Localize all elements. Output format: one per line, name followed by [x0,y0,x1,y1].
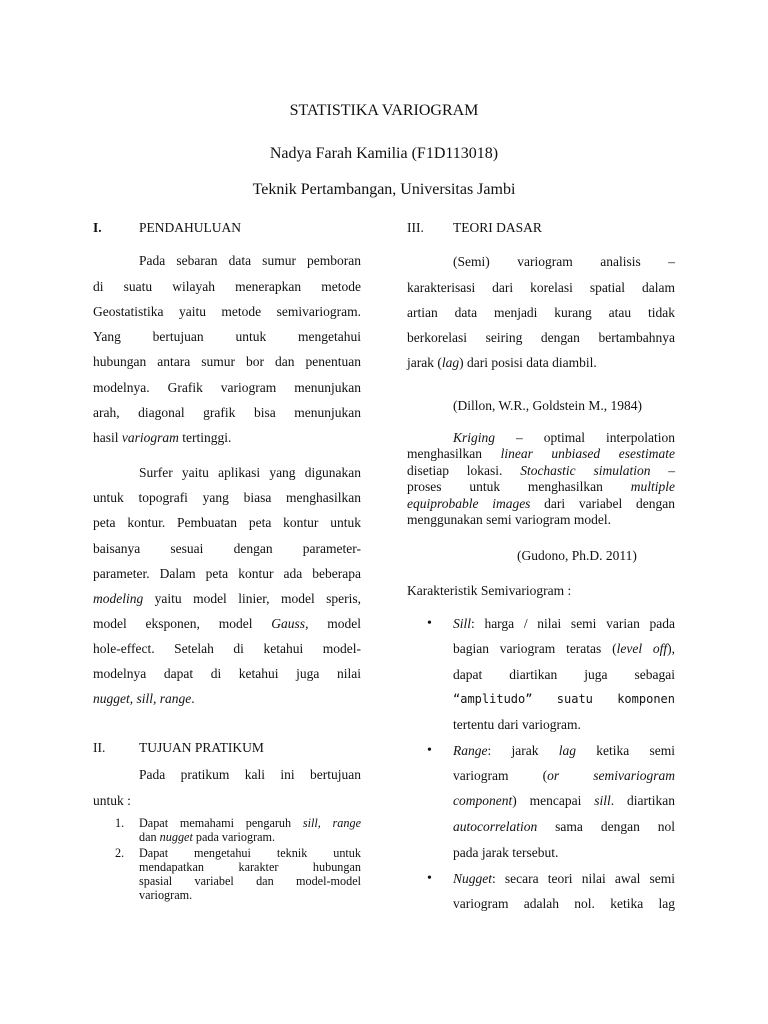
text-line: Surfer yaitu aplikasi yang digunakan [139,465,361,480]
text-line: arah, diagonal grafik bisa menunjukan [93,405,361,420]
italic-term: level off [616,641,668,656]
italic-term: Range [453,743,488,758]
text-line: Pada pratikum kali ini bertujuan [139,767,361,782]
section-1-title: PENDAHULUAN [139,220,241,235]
italic-term: sill [594,793,611,808]
text-span: : secara teori nilai awal semi [492,871,675,886]
text-span: ) dari posisi data diambil. [459,355,597,370]
text-line: menggunakan semi variogram model. [407,512,611,527]
text-line: untuk topografi yang biasa menghasilkan [93,490,361,505]
text-line [453,430,675,447]
text-span: . [191,691,195,706]
text-span: Dapat memahami pengaruh [139,816,303,830]
text-span: disetiap lokasi. [407,463,521,478]
bullet-icon: • [427,871,432,886]
text-line: berkorelasi seiring dengan bertambahnya [407,330,675,345]
text-span: proses untuk menghasilkan [407,479,631,494]
text-line [93,430,231,446]
text-span: : jarak [487,743,559,758]
text-line [407,496,675,513]
italic-term: nugget, sill, range [93,691,192,706]
text-line: variogram adalah nol. ketika lag [453,896,675,911]
text-span: jarak ( [407,355,442,370]
section-1-number: I. [93,220,102,235]
text-line [453,768,675,784]
document-title: STATISTIKA VARIOGRAM [289,102,479,119]
text-line [93,591,361,607]
text-span: dari variabel dengan [530,496,675,511]
text-line: parameter. Dalam peta kontur ada beberapa [93,566,361,581]
text-span: ) mencapai [512,793,595,808]
italic-term: Sill [453,616,472,631]
text-span: variogram ( [453,768,548,783]
text-line [453,819,675,835]
list-item-2-line: variogram. [139,888,193,902]
section-2-title: TUJUAN PRATIKUM [139,740,264,755]
text-line: di suatu wilayah menerapkan metode [93,279,361,294]
text-line: hole-effect. Setelah di ketahui model- [93,641,361,656]
list-number: 2. [115,846,125,860]
italic-term: component [453,793,513,808]
citation-gudono: (Gudono, Ph.D. 2011) [517,548,637,563]
text-span: model eksponen, model [93,616,272,631]
section-2-number: II. [93,740,106,755]
bullet-icon: • [427,743,432,758]
text-line [407,355,597,371]
italic-term: Stochastic simulation [520,463,651,478]
text-line [453,793,675,809]
italic-term: equiprobable images [407,496,531,511]
text-line: artian data menjadi kurang atau tidak [407,305,675,320]
text-span: sama dengan nol [537,819,675,834]
citation-dillon: (Dillon, W.R., Goldstein M., 1984) [453,398,643,413]
italic-term: or semivariogram [547,768,675,783]
text-line: dapat diartikan juga sebagai [453,667,675,682]
italic-term: nugget [159,830,193,844]
section-3-title: TEORI DASAR [453,220,542,235]
list-item-2-line: spasial variabel dan model-model [139,874,361,888]
italic-term: variogram [121,430,179,445]
text-line: modelnya dapat di ketahui juga nilai [93,666,361,681]
text-line: pada jarak tersebut. [453,845,559,860]
italic-term: modeling [93,591,144,606]
text-line: (Semi) variogram analisis – [453,254,675,269]
list-item-1-line [139,831,275,844]
text-line [93,616,361,632]
text-span: ), [667,641,675,656]
list-item-2-line: Dapat mengetahui teknik untuk [139,846,361,860]
italic-term: sill, range [302,816,361,830]
italic-term: lag [558,743,577,758]
list-item-2-line: mendapatkan karakter hubungan [139,860,361,874]
section-3-number: III. [407,220,424,235]
text-line [453,641,675,657]
text-span: , model [305,616,361,631]
list-number: 1. [115,816,125,830]
text-line [453,743,675,759]
text-line [453,616,675,632]
italic-term: linear unbiased esestimate [500,446,675,461]
text-line: Yang bertujuan untuk mengetahui [93,329,361,344]
text-line: tertentu dari variogram. [453,717,581,732]
text-span: – [650,463,675,478]
italic-term: Kriging [453,430,496,445]
italic-term: autocorrelation [453,819,538,834]
italic-term: Nugget [453,871,492,886]
text-span: bagian variogram teratas ( [453,641,617,656]
text-line [453,871,675,887]
document-affiliation: Teknik Pertambangan, Universitas Jambi [252,181,516,198]
text-line: untuk : [93,793,131,808]
text-line: baisanya sesuai dengan parameter- [93,541,361,556]
text-line: karakterisasi dari korelasi spatial dalam [407,280,675,295]
text-span: dan [139,830,160,844]
text-span: menghasilkan [407,446,501,461]
text-span: yaitu model linier, model speris, [143,591,361,606]
text-line: peta kontur. Pembuatan peta kontur untuk [93,515,361,530]
characteristics-label: Karakteristik Semivariogram : [407,583,572,598]
text-line [407,463,675,480]
italic-term: multiple [630,479,675,494]
text-span: pada variogram. [192,830,276,844]
text-line [407,479,675,496]
text-line: hubungan antara sumur bor dan penentuan [93,354,361,369]
text-line [407,446,675,463]
italic-term: Gauss [271,616,306,631]
text-span: hasil [93,430,122,445]
bullet-icon: • [427,616,432,631]
text-line: Geostatistika yaitu metode semivariogram. [93,304,361,319]
text-span: – optimal interpolation [495,430,675,445]
text-span: ketika semi [576,743,676,758]
text-span: . diartikan [610,793,675,808]
text-line: “amplitudo” suatu komponen [453,692,675,706]
text-span: tertinggi. [178,430,232,445]
list-item-1-line [139,817,361,830]
text-line [93,691,195,707]
italic-term: lag [441,355,460,370]
text-line: modelnya. Grafik variogram menunjukan [93,380,361,395]
text-line: Pada sebaran data sumur pemboran [139,253,361,268]
document-author: Nadya Farah Kamilia (F1D113018) [269,145,499,162]
text-span: : harga / nilai semi varian pada [471,616,675,631]
